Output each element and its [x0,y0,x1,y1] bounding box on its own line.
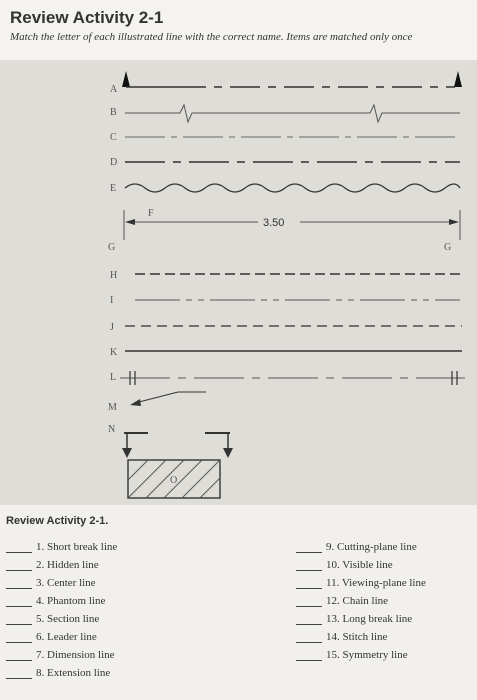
answer-row-10[interactable] [296,559,393,571]
letter-g-right: G [444,242,452,253]
answer-row-7[interactable] [6,649,115,661]
answer-row-8[interactable] [6,667,110,679]
answer-row-9[interactable] [296,541,417,553]
letter-j: J [110,322,114,333]
letter-o: O [170,475,178,486]
line-e [125,184,460,192]
letter-g: G [108,242,116,253]
answer-blank[interactable] [296,660,322,661]
answer-row-13[interactable] [296,613,412,625]
header [0,0,477,60]
answer-blank[interactable] [6,588,32,589]
answer-blank[interactable] [296,606,322,607]
answer-row-12[interactable] [296,595,388,607]
line-types-drawing [0,60,477,505]
letter-m: M [108,402,117,413]
answer-blank[interactable] [6,660,32,661]
answer-blank[interactable] [296,570,322,571]
item-label: 6. Leader line [36,631,97,643]
line-a [122,71,462,87]
dimension-value: 3.50 [263,217,285,229]
letter-h: H [110,270,118,281]
item-label: 12. Chain line [326,595,389,607]
answer-blank[interactable] [6,552,32,553]
answer-blank[interactable] [296,588,322,589]
item-label: 1. Short break line [36,541,118,553]
letter-k: K [110,347,118,358]
answer-row-14[interactable] [296,631,387,643]
answer-blank[interactable] [6,624,32,625]
answer-blank[interactable] [6,606,32,607]
letter-d: D [110,157,118,168]
review-list-section [0,505,477,700]
item-label: 11. Viewing-plane line [326,577,426,589]
section-box [128,460,220,498]
line-l [120,371,465,385]
letter-c: C [110,132,117,143]
answer-blank[interactable] [296,642,322,643]
item-label: 5. Section line [36,613,100,625]
item-label: 13. Long break line [326,613,413,625]
line-n [122,433,233,458]
answer-blank[interactable] [6,642,32,643]
answer-row-11[interactable] [296,577,426,589]
answer-row-3[interactable] [6,577,96,589]
item-label: 3. Center line [36,577,96,589]
letter-n: N [108,424,116,435]
letter-b: B [110,107,117,118]
answer-row-2[interactable] [6,559,99,571]
letter-i: I [110,295,114,306]
letter-l: L [110,372,117,383]
item-label: 8. Extension line [36,667,111,679]
item-label: 2. Hidden line [36,559,99,571]
item-label: 10. Visible line [326,559,393,571]
answer-row-1[interactable] [6,541,117,553]
answer-row-5[interactable] [6,613,99,625]
answer-blank[interactable] [296,624,322,625]
review-subtitle: Review Activity 2-1. [6,515,109,527]
line-illustration-figure [0,60,477,505]
letter-a: A [110,84,118,95]
page-title: Review Activity 2-1 [10,8,164,27]
item-label: 9. Cutting-plane line [326,541,417,553]
item-label: 15. Symmetry line [326,649,408,661]
answer-blank[interactable] [6,570,32,571]
answer-blank[interactable] [6,678,32,679]
item-label: 4. Phantom line [36,595,106,607]
answer-blank[interactable] [296,552,322,553]
line-m [130,392,206,406]
instructions: Match the letter of each illustrated line with the correct name. Items are matched only once [10,31,413,43]
line-f [124,210,460,240]
item-label: 7. Dimension line [36,649,115,661]
letter-f: F [148,208,154,219]
item-label: 14. Stitch line [326,631,388,643]
answer-row-15[interactable] [296,649,408,661]
answer-row-6[interactable] [6,631,97,643]
answer-row-4[interactable] [6,595,105,607]
line-b [125,105,460,122]
letter-e: E [110,183,117,194]
